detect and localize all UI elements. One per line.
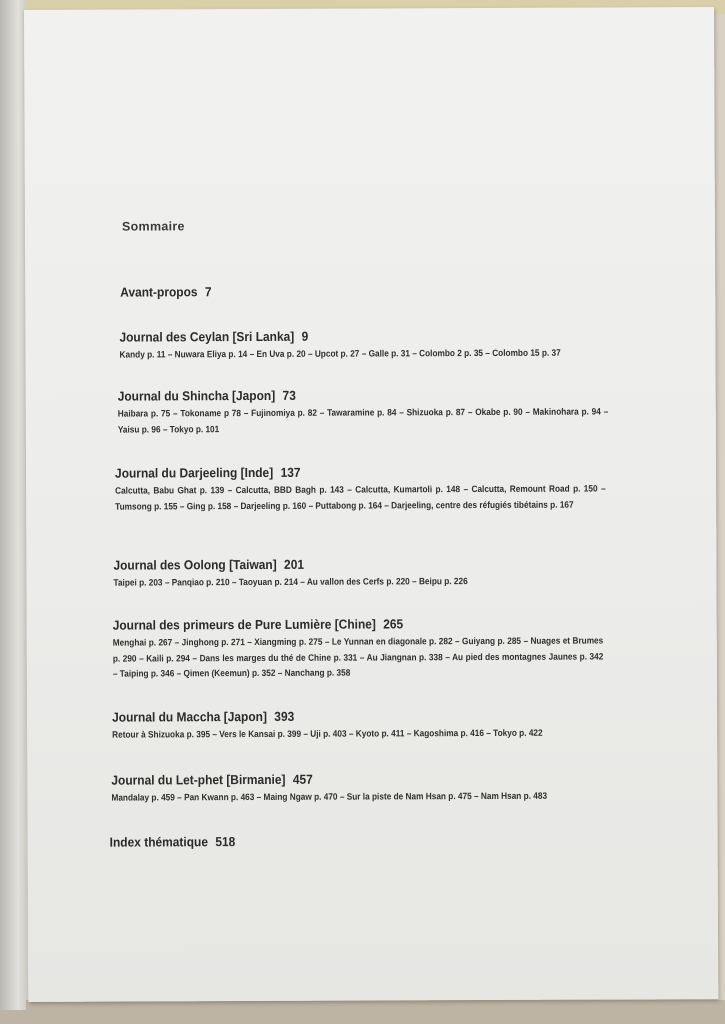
toc-entry-ceylan xyxy=(119,327,654,363)
toc-entry-subsections: Haibara p. 75 – Tokoname p 78 – Fujinomiya p. 82 – Tawaramine p. 84 – Shizuoka p. 87 – Okabe p. 90 – Makinohara p. 94 – Yaisu p. 96 – Tokyo p. 101 xyxy=(117,406,609,435)
toc-entry-title: Journal des Oolong [Taiwan] xyxy=(113,556,277,573)
toc-entry-page-number: 457 xyxy=(292,771,313,787)
toc-entry-shincha xyxy=(118,386,663,437)
toc-entry-heading xyxy=(113,555,605,572)
left-page-edge xyxy=(0,0,26,1010)
toc-entry-title: Avant-propos xyxy=(120,284,198,300)
toc-entry-title: Journal du Darjeeling [Inde] xyxy=(114,464,274,481)
toc-entry-let-phet xyxy=(111,770,646,806)
toc-entry-subsections: Taipei p. 203 – Panqiao p. 210 – Taoyuan p. 214 – Au vallon des Cerfs p. 220 – Beipu p. 226 xyxy=(113,576,468,588)
toc-entry-title: Journal du Shincha [Japon] xyxy=(117,387,276,404)
toc-entry-subsections: Retour à Shizuoka p. 395 – Vers le Kansai p. 399 – Uji p. 403 – Kyoto p. 411 – Kagoshima p. 416 – Tokyo p. 422 xyxy=(112,727,543,740)
toc-entry-title: Index thématique xyxy=(109,834,209,850)
toc-entry-avant-propos xyxy=(120,284,219,299)
toc-entry-heading xyxy=(110,834,236,850)
toc-entry-darjeeling xyxy=(115,463,660,514)
toc-entry-title: Journal des Ceylan [Sri Lanka] xyxy=(119,328,295,345)
toc-entry-heading xyxy=(113,615,614,632)
toc-entry-heading xyxy=(118,386,619,403)
toc-entry-subsections: Calcutta, Babu Ghat p. 139 – Calcutta, BBD Bagh p. 143 – Calcutta, Kumartoli p. 148 – Calcutta, Remount Road p. 150 – Tumsong p. 155 – Ging p. 158 – Darjeeling p. 160 – Puttabong p. 164 – Darjeeling, centre des réfugiés tibétains p. 167 xyxy=(115,483,606,512)
toc-entry-page-number: 137 xyxy=(280,464,301,480)
toc-entry-subsections: Menghai p. 267 – Jinghong p. 271 – Xiangming p. 275 – Le Yunnan en diagonale p. 282 – Guiyang p. 285 – Nuages et Brumes p. 290 – Kaili p. 294 – Dans les marges du thé de Chine p. 331 – Au Jiangnan p. 338 – Au pied des montagnes Jaunes p. 342 – Taiping p. 346 – Qimen (Keemun) p. 352 – Nanchang p. 358 xyxy=(112,635,604,679)
toc-entry-title: Journal du Maccha [Japon] xyxy=(112,708,267,725)
toc-entry-oolong xyxy=(113,555,648,591)
toc-entry-page-number: 265 xyxy=(383,616,404,632)
toc-entry-page-number: 393 xyxy=(274,708,295,724)
toc-entry-subsections: Kandy p. 11 – Nuwara Eliya p. 14 – En Uva p. 20 – Upcot p. 27 – Galle p. 31 – Colombo 2 p. 35 – Colombo 15 p. 37 xyxy=(119,347,561,360)
toc-entry-subsections: Mandalay p. 459 – Pan Kwann p. 463 – Maing Ngaw p. 470 – Sur la piste de Nam Hsan p. 475 – Nam Hsan p. 483 xyxy=(111,790,548,803)
toc-entry-page-number: 73 xyxy=(282,387,296,403)
toc-entry-page-number: 9 xyxy=(301,328,309,344)
toc-entry-page-number: 201 xyxy=(283,556,305,572)
toc-entry-title: Journal des primeurs de Pure Lumière [Chine] xyxy=(112,616,376,633)
toc-entry-pure-lumiere xyxy=(113,615,658,682)
toc-entry-heading xyxy=(115,463,616,480)
toc-entry-heading xyxy=(119,327,611,344)
toc-entry-title: Journal du Let-phet [Birmanie] xyxy=(111,771,286,788)
book-page xyxy=(24,7,718,1002)
page-title: Sommaire xyxy=(121,219,185,234)
table-surface-bottom xyxy=(0,1000,725,1024)
toc-entry-heading xyxy=(111,770,603,787)
toc-entry-index xyxy=(110,834,247,850)
toc-entry-heading xyxy=(112,707,604,724)
toc-entry-page-number: 518 xyxy=(215,834,236,850)
toc-entry-maccha xyxy=(112,707,647,743)
toc-entry-heading xyxy=(120,284,211,299)
toc-entry-page-number: 7 xyxy=(204,284,212,300)
